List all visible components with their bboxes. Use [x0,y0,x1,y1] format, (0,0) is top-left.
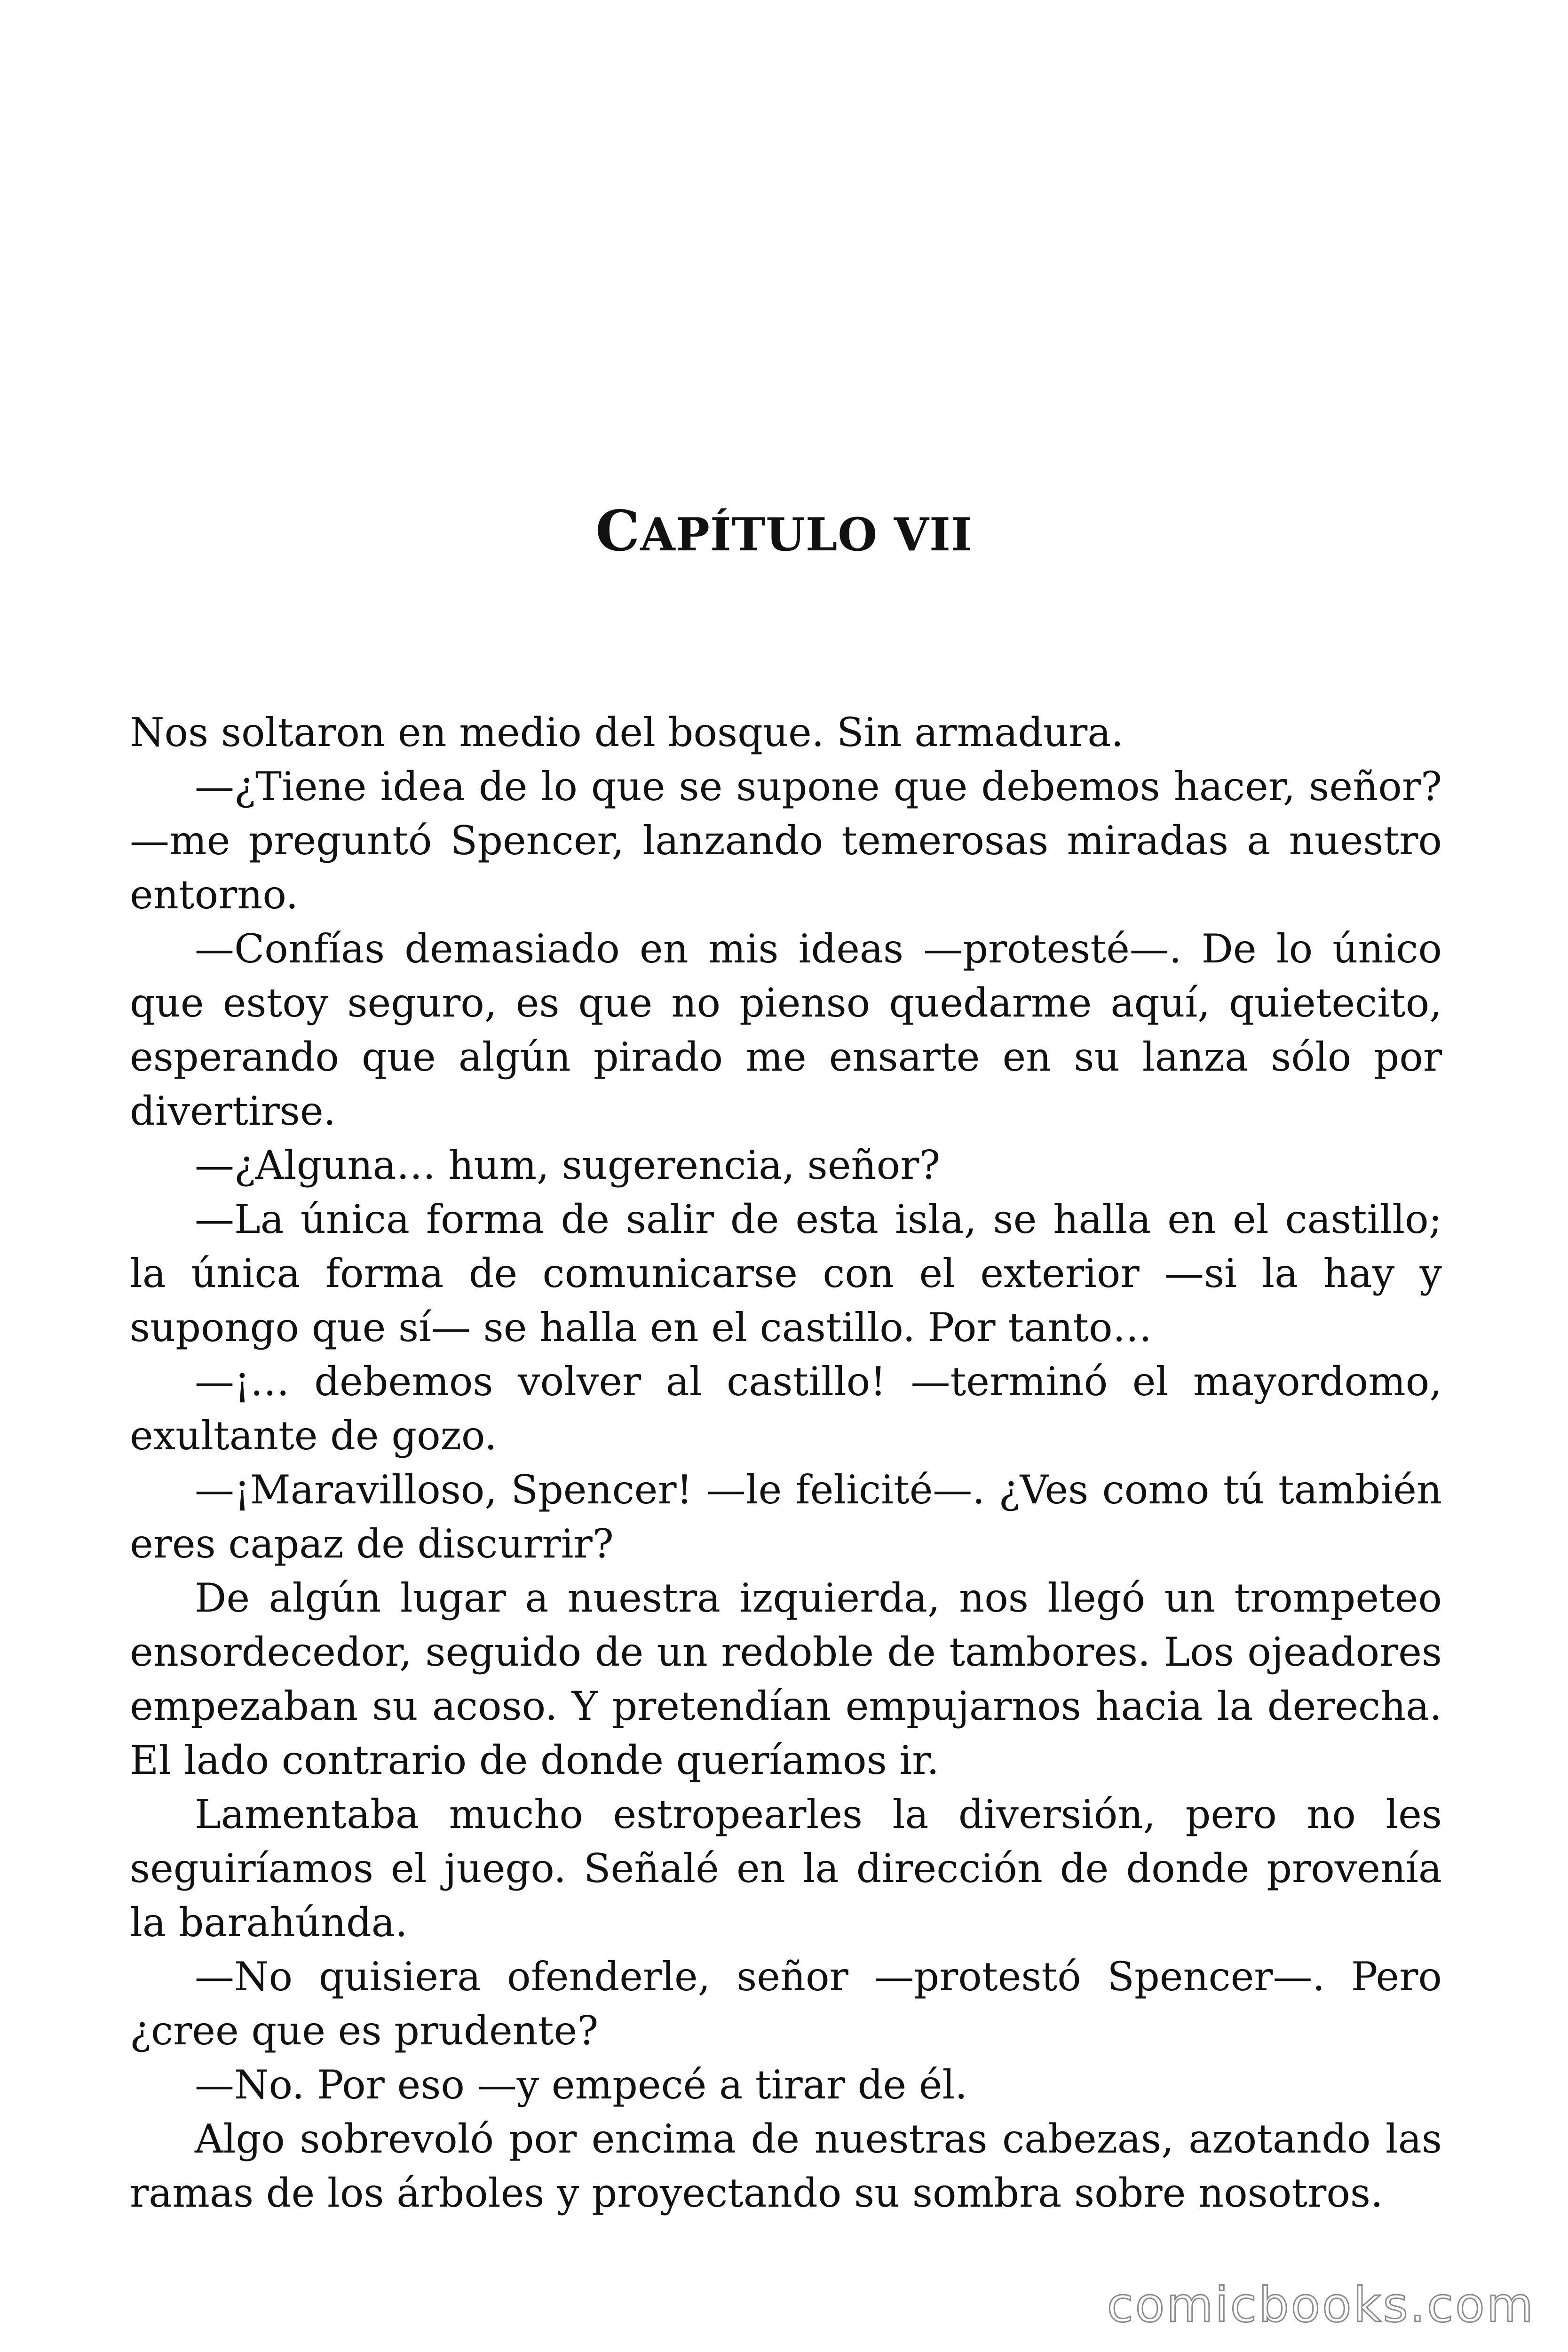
paragraph: —La única forma de salir de esta isla, se halla en el castillo; la única forma de comunicarse con el exterior —si la hay y supongo que sí— se halla en el castillo. Por tanto… [130,1196,1442,1351]
paragraph: Lamentaba mucho estropearles la diversión, pero no les seguiríamos el juego. Señalé en la dirección de donde provenía la barahúnda. [130,1791,1442,1946]
chapter-title-rest: APÍTULO VII [640,508,973,562]
paragraph: —¡… debemos volver al castillo! —terminó el mayordomo, exultante de gozo. [130,1359,1442,1459]
paragraph: —¿Tiene idea de lo que se supone que debemos hacer, señor? —me preguntó Spencer, lanzando temerosas miradas a nuestro entorno. [130,763,1442,918]
paragraph: —¿Alguna… hum, sugerencia, señor? [195,1142,941,1188]
paragraph: —No quisiera ofenderle, señor —protestó Spencer—. Pero ¿cree que es prudente? [130,1954,1442,2054]
paragraph: Algo sobrevoló por encima de nuestras cabezas, azotando las ramas de los árboles y proyectando su sombra sobre nosotros. [130,2116,1442,2216]
paragraph: —¡Maravilloso, Spencer! —le felicité—. ¿Ves como tú también eres capaz de discurrir? [130,1467,1442,1567]
chapter-title-initial: C [595,498,641,564]
paragraph: —No. Por eso —y empecé a tirar de él. [195,2062,968,2108]
chapter-title [0,498,1568,568]
chapter-body [130,706,1442,2220]
paragraph: Nos soltaron en medio del bosque. Sin armadura. [130,709,1124,755]
paragraph: —Confías demasiado en mis ideas —protesté—. De lo único que estoy seguro, es que no pienso quedarme aquí, quietecito, esperando que algún pirado me ensarte en su lanza sólo por divertirse. [130,926,1442,1134]
watermark: comicbooks.com [1107,2277,1535,2333]
paragraph: De algún lugar a nuestra izquierda, nos llegó un trompeteo ensordecedor, seguido de un redoble de tambores. Los ojeadores empezaban su acoso. Y pretendían empujarnos hacia la derecha. El lado contrario de donde queríamos ir. [130,1575,1442,1783]
